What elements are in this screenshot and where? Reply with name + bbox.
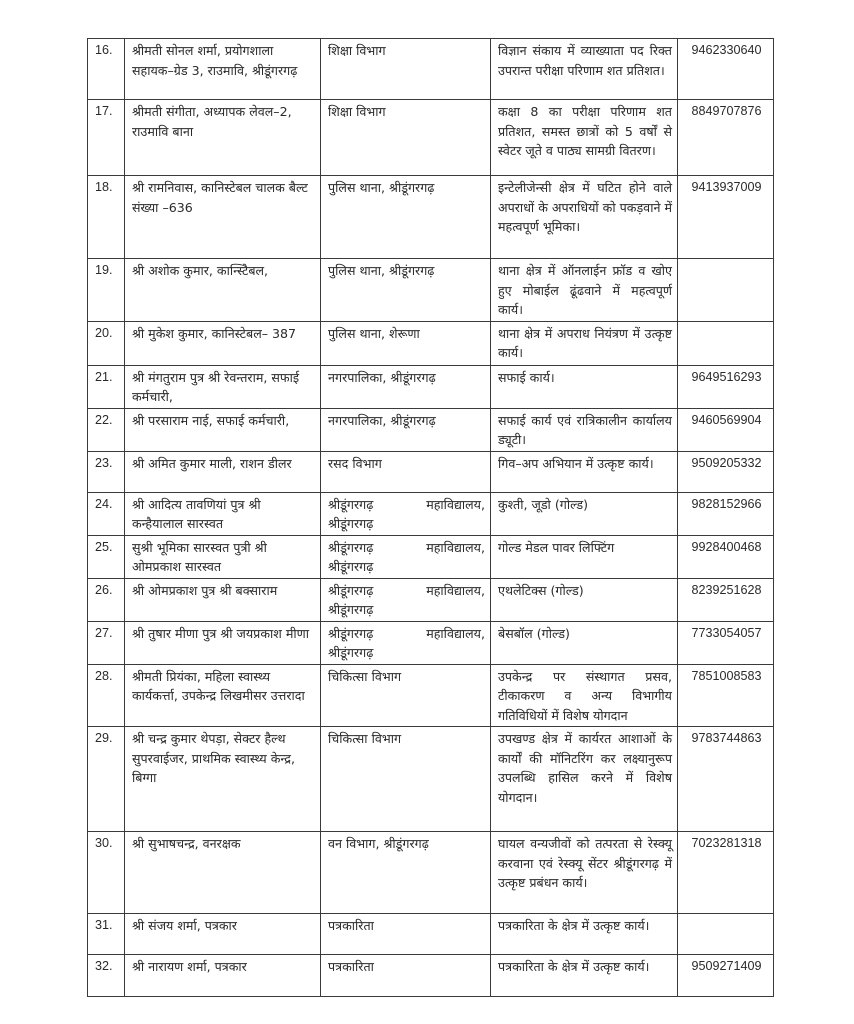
phone-number (678, 259, 774, 322)
person-name: श्रीमती संगीता, अध्यापक लेवल–2, राउमावि बाना (125, 100, 321, 176)
department: पुलिस थाना, शेरूणा (321, 321, 491, 365)
person-name: श्री ओमप्रकाश पुत्र श्री बक्साराम (125, 578, 321, 621)
person-name: श्री मुकेश कुमार, कानिस्टेबल– 387 (125, 321, 321, 365)
person-name: श्री सुभाषचन्द्र, वनरक्षक (125, 832, 321, 914)
serial-number: 22. (88, 408, 125, 451)
serial-number: 31. (88, 914, 125, 955)
department: पत्रकारिता (321, 914, 491, 955)
table-row (88, 832, 774, 914)
phone-number: 9509205332 (678, 451, 774, 492)
person-name: श्री रामनिवास, कानिस्टेबल चालक बैल्ट संख्या –636 (125, 176, 321, 259)
table-row (88, 408, 774, 451)
person-name: श्री तुषार मीणा पुत्र श्री जयप्रकाश मीणा (125, 621, 321, 664)
table-row (88, 259, 774, 322)
achievement: एथलेटिक्स (गोल्ड) (491, 578, 678, 621)
phone-number (678, 914, 774, 955)
person-name: सुश्री भूमिका सारस्वत पुत्री श्री ओमप्रकाश सारस्वत (125, 535, 321, 578)
serial-number: 20. (88, 321, 125, 365)
achievement: गोल्ड मेडल पावर लिफ्टिंग (491, 535, 678, 578)
serial-number: 17. (88, 100, 125, 176)
achievement: घायल वन्यजीवों को तत्परता से रेस्क्यू करवाना एवं रेस्क्यू सेंटर श्रीडूंगरगढ़ में उत्कृष्ट प्रबंधन कार्य। (491, 832, 678, 914)
department: श्रीडूंगरगढ़ महाविद्यालय, श्रीडूंगरगढ़ (321, 578, 491, 621)
table-row (88, 321, 774, 365)
serial-number: 27. (88, 621, 125, 664)
table-row (88, 727, 774, 832)
department: पुलिस थाना, श्रीडूंगरगढ़ (321, 176, 491, 259)
table-row (88, 621, 774, 664)
achievement: उपकेन्द्र पर संस्थागत प्रसव, टीकाकरण व अन्य विभागीय गतिविधियों में विशेष योगदान (491, 664, 678, 727)
person-name: श्रीमती सोनल शर्मा, प्रयोगशाला सहायक–ग्रेड 3, राउमावि, श्रीडूंगरगढ़ (125, 39, 321, 100)
department: शिक्षा विभाग (321, 39, 491, 100)
phone-number: 7023281318 (678, 832, 774, 914)
table-row (88, 914, 774, 955)
serial-number: 24. (88, 492, 125, 535)
achievement: सफाई कार्य। (491, 365, 678, 408)
serial-number: 25. (88, 535, 125, 578)
phone-number (678, 321, 774, 365)
table-row (88, 176, 774, 259)
achievement: इन्टेलीजेन्सी क्षेत्र में घटित होने वाले अपराधों के अपराधियों को पकड़वाने में महत्वपूर्ण भूमिका। (491, 176, 678, 259)
serial-number: 18. (88, 176, 125, 259)
department: नगरपालिका, श्रीडूंगरगढ़ (321, 408, 491, 451)
phone-number: 9649516293 (678, 365, 774, 408)
table-row (88, 492, 774, 535)
serial-number: 21. (88, 365, 125, 408)
person-name: श्री मंगतुराम पुत्र श्री रेवन्तराम, सफाई कर्मचारी, (125, 365, 321, 408)
department: श्रीडूंगरगढ़ महाविद्यालय, श्रीडूंगरगढ़ (321, 492, 491, 535)
serial-number: 29. (88, 727, 125, 832)
department: नगरपालिका, श्रीडूंगरगढ़ (321, 365, 491, 408)
department: रसद विभाग (321, 451, 491, 492)
serial-number: 28. (88, 664, 125, 727)
phone-number: 8239251628 (678, 578, 774, 621)
phone-number: 9928400468 (678, 535, 774, 578)
achievement: थाना क्षेत्र में ऑनलाईन फ्रॉड व खोए हुए मोबाईल ढूंढवाने में महत्वपूर्ण कार्य। (491, 259, 678, 322)
department: चिकित्सा विभाग (321, 727, 491, 832)
department: चिकित्सा विभाग (321, 664, 491, 727)
department: पुलिस थाना, श्रीडूंगरगढ़ (321, 259, 491, 322)
achievement: कक्षा 8 का परीक्षा परिणाम शत प्रतिशत, समस्त छात्रों को 5 वर्षों से स्वेटर जूते व पाठ्य सामग्री वितरण। (491, 100, 678, 176)
phone-number: 9828152966 (678, 492, 774, 535)
table-row (88, 664, 774, 727)
table-row (88, 39, 774, 100)
department: श्रीडूंगरगढ़ महाविद्यालय, श्रीडूंगरगढ़ (321, 535, 491, 578)
achievement: गिव–अप अभियान में उत्कृष्ट कार्य। (491, 451, 678, 492)
serial-number: 19. (88, 259, 125, 322)
serial-number: 16. (88, 39, 125, 100)
person-name: श्री अशोक कुमार, कान्स्टिेबल, (125, 259, 321, 322)
person-name: श्री संजय शर्मा, पत्रकार (125, 914, 321, 955)
table-row (88, 365, 774, 408)
table-row (88, 578, 774, 621)
table-row (88, 955, 774, 997)
table-row (88, 535, 774, 578)
department: श्रीडूंगरगढ़ महाविद्यालय, श्रीडूंगरगढ़ (321, 621, 491, 664)
achievement: उपखण्ड क्षेत्र में कार्यरत आशाओं के कार्यों की मॉनिटरिंग कर लक्ष्यानुरूप उपलब्धि हासिल करने में विशेष योगदान। (491, 727, 678, 832)
serial-number: 23. (88, 451, 125, 492)
achievement: सफाई कार्य एवं रात्रिकालीन कार्यालय ड्यूटी। (491, 408, 678, 451)
person-name: श्रीमती प्रियंका, महिला स्वास्थ्य कार्यकर्त्ता, उपकेन्द्र लिखमीसर उत्तरादा (125, 664, 321, 727)
phone-number: 9462330640 (678, 39, 774, 100)
achievement: पत्रकारिता के क्षेत्र में उत्कृष्ट कार्य। (491, 955, 678, 997)
achievement: बेसबॉल (गोल्ड) (491, 621, 678, 664)
achievement: पत्रकारिता के क्षेत्र में उत्कृष्ट कार्य। (491, 914, 678, 955)
phone-number: 8849707876 (678, 100, 774, 176)
serial-number: 26. (88, 578, 125, 621)
achievement: कुश्ती, जूडो (गोल्ड) (491, 492, 678, 535)
serial-number: 32. (88, 955, 125, 997)
serial-number: 30. (88, 832, 125, 914)
achievement: थाना क्षेत्र में अपराध नियंत्रण में उत्कृष्ट कार्य। (491, 321, 678, 365)
honorees-table (87, 38, 774, 997)
department: पत्रकारिता (321, 955, 491, 997)
phone-number: 9783744863 (678, 727, 774, 832)
table-row (88, 451, 774, 492)
person-name: श्री अमित कुमार माली, राशन डीलर (125, 451, 321, 492)
person-name: श्री परसाराम नाई, सफाई कर्मचारी, (125, 408, 321, 451)
phone-number: 7851008583 (678, 664, 774, 727)
phone-number: 9509271409 (678, 955, 774, 997)
phone-number: 7733054057 (678, 621, 774, 664)
person-name: श्री आदित्य तावणियां पुत्र श्री कन्हैयालाल सारस्वत (125, 492, 321, 535)
phone-number: 9460569904 (678, 408, 774, 451)
phone-number: 9413937009 (678, 176, 774, 259)
achievement: विज्ञान संकाय में व्याख्याता पद रिक्त उपरान्त परीक्षा परिणाम शत प्रतिशत। (491, 39, 678, 100)
department: शिक्षा विभाग (321, 100, 491, 176)
department: वन विभाग, श्रीडूंगरगढ़ (321, 832, 491, 914)
person-name: श्री चन्द्र कुमार थेपड़ा, सेक्टर हैल्थ सुपरवाईजर, प्राथमिक स्वास्थ्य केन्द्र, बिग्गा (125, 727, 321, 832)
table-row (88, 100, 774, 176)
person-name: श्री नारायण शर्मा, पत्रकार (125, 955, 321, 997)
